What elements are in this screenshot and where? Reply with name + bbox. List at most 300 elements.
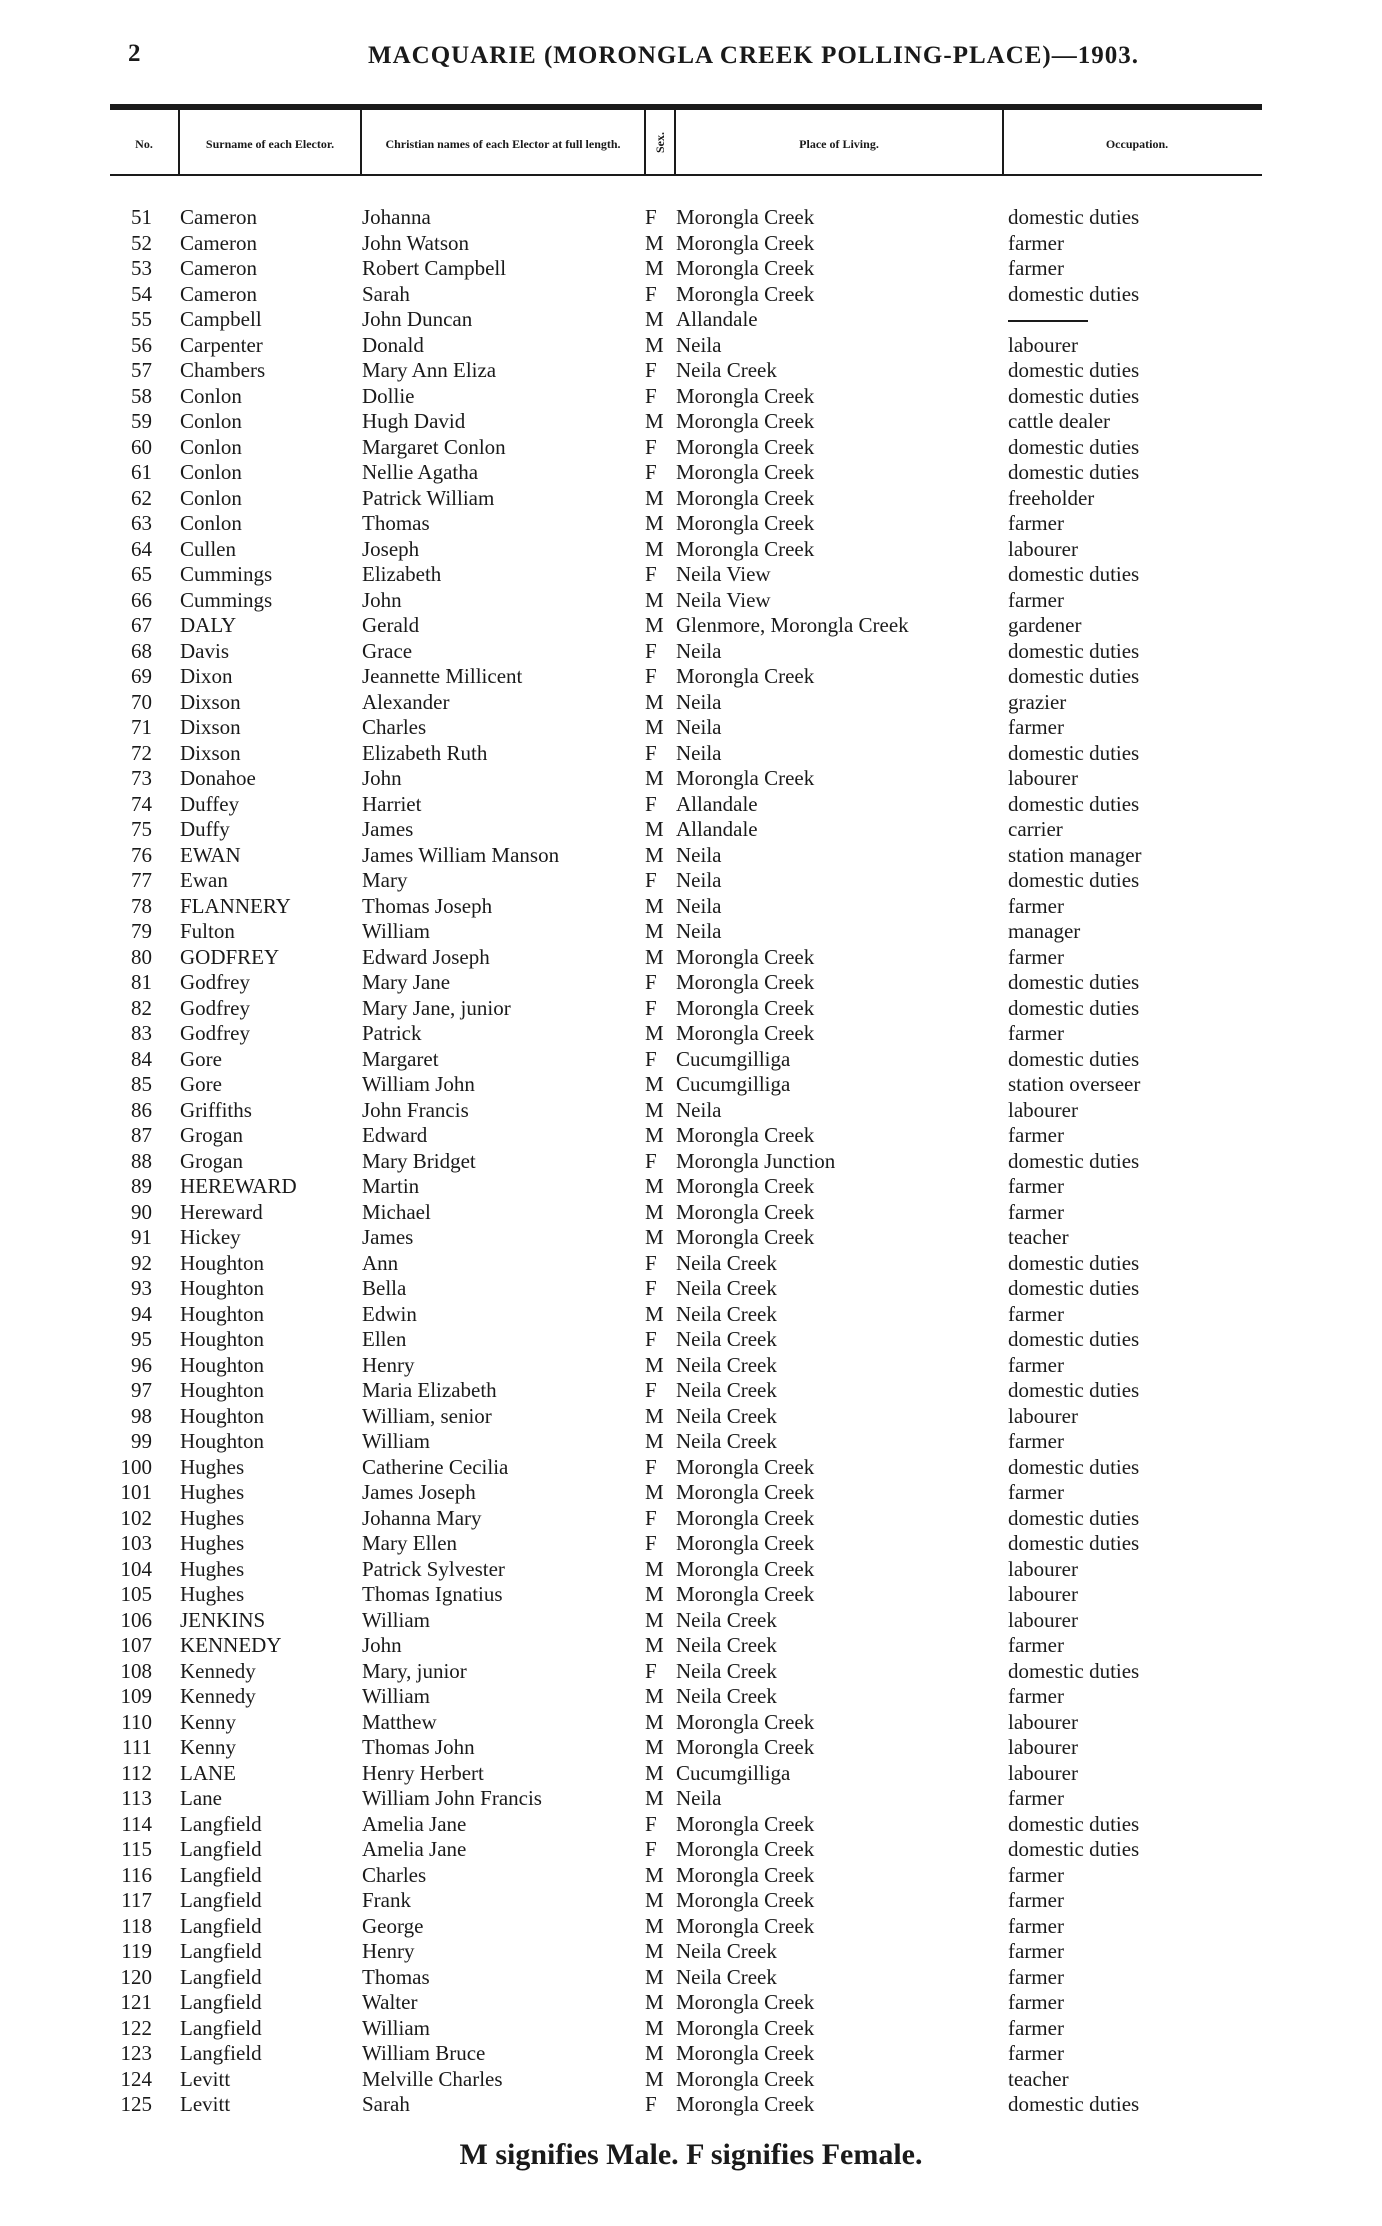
elector-surname: Dixson [180, 715, 241, 739]
elector-number: 97 [131, 1378, 152, 1402]
elector-christian-names: John Duncan [362, 307, 473, 331]
elector-occupation: teacher [1008, 1225, 1069, 1249]
elector-surname: Levitt [180, 2092, 231, 2116]
elector-christian-names: Johanna Mary [362, 1505, 482, 1530]
elector-christian-names: Elizabeth [362, 562, 442, 586]
elector-surname: EWAN [180, 842, 241, 867]
elector-surname: Cameron [180, 256, 257, 280]
elector-surname: Langfield [180, 1964, 262, 1989]
elector-number: 81 [131, 970, 152, 994]
elector-row [0, 1149, 1382, 1174]
elector-number: 75 [131, 817, 152, 841]
elector-place-of-living: Neila Creek [676, 1658, 777, 1683]
elector-surname: Langfield [180, 2041, 262, 2065]
elector-row [0, 409, 1382, 434]
elector-occupation: labourer [1008, 332, 1078, 357]
elector-place-of-living: Neila Creek [676, 1939, 777, 1963]
header-top-rule [110, 104, 1262, 110]
elector-place-of-living: Neila [676, 715, 722, 739]
elector-surname: Campbell [180, 307, 262, 331]
elector-christian-names: John [362, 766, 402, 790]
elector-sex: F [645, 1658, 657, 1683]
elector-surname: Langfield [180, 1811, 262, 1836]
elector-sex: M [645, 1735, 664, 1759]
elector-surname: Dixon [180, 664, 233, 688]
elector-row [0, 1404, 1382, 1429]
elector-row [0, 1174, 1382, 1199]
elector-place-of-living: Neila Creek [676, 1378, 777, 1402]
elector-surname: DALY [180, 613, 237, 637]
elector-number: 58 [131, 383, 152, 408]
elector-number: 65 [131, 562, 152, 586]
elector-surname: KENNEDY [180, 1633, 282, 1657]
elector-occupation: domestic duties [1008, 1148, 1140, 1173]
elector-place-of-living: Morongla Creek [676, 1199, 815, 1224]
elector-row [0, 843, 1382, 868]
header-no: No. [135, 136, 153, 151]
elector-row [0, 919, 1382, 944]
elector-christian-names: Thomas John [362, 1735, 475, 1759]
elector-occupation: labourer [1008, 1760, 1078, 1785]
elector-surname: Houghton [180, 1403, 264, 1428]
elector-number: 115 [121, 1837, 152, 1861]
elector-number: 116 [121, 1862, 152, 1887]
elector-row [0, 2067, 1382, 2092]
elector-sex: M [645, 842, 664, 867]
elector-number: 80 [131, 944, 152, 969]
elector-christian-names: John Francis [362, 1097, 469, 1122]
elector-number: 114 [121, 1811, 152, 1836]
elector-number: 82 [131, 995, 152, 1020]
elector-number: 69 [131, 664, 152, 688]
elector-sex: M [645, 485, 664, 510]
elector-sex: M [645, 1199, 664, 1224]
elector-christian-names: William [362, 919, 430, 943]
elector-row [0, 1761, 1382, 1786]
elector-place-of-living: Morongla Creek [676, 1225, 815, 1249]
elector-surname: Houghton [180, 1276, 264, 1300]
elector-sex: M [645, 511, 664, 535]
elector-christian-names: Michael [362, 1199, 431, 1224]
elector-number: 71 [131, 715, 152, 739]
elector-number: 61 [131, 460, 152, 484]
elector-christian-names: Amelia Jane [362, 1811, 467, 1836]
elector-occupation: farmer [1008, 944, 1064, 969]
elector-surname: Langfield [180, 2015, 262, 2040]
elector-row [0, 435, 1382, 460]
elector-row [0, 1608, 1382, 1633]
elector-surname: Hughes [180, 1556, 245, 1581]
elector-row [0, 1990, 1382, 2015]
elector-row [0, 1939, 1382, 1964]
elector-row [0, 2016, 1382, 2041]
elector-surname: Dixson [180, 740, 241, 765]
elector-occupation: domestic duties [1008, 460, 1140, 484]
elector-occupation: farmer [1008, 1199, 1064, 1224]
elector-christian-names: Thomas Ignatius [362, 1582, 503, 1606]
elector-surname: Langfield [180, 1888, 262, 1912]
elector-sex: M [645, 1225, 664, 1249]
elector-place-of-living: Neila [676, 638, 722, 663]
elector-occupation: farmer [1008, 893, 1064, 918]
elector-number: 63 [131, 511, 152, 535]
elector-place-of-living: Neila [676, 689, 722, 714]
elector-surname: Conlon [180, 383, 242, 408]
elector-number: 95 [131, 1327, 152, 1351]
elector-number: 88 [131, 1148, 152, 1173]
elector-sex: M [645, 1990, 664, 2014]
elector-row [0, 1735, 1382, 1760]
elector-place-of-living: Morongla Creek [676, 1709, 815, 1734]
elector-sex: M [645, 1888, 664, 1912]
elector-sex: F [645, 970, 657, 994]
elector-place-of-living: Morongla Creek [676, 1811, 815, 1836]
elector-christian-names: Gerald [362, 613, 420, 637]
elector-occupation: farmer [1008, 2015, 1064, 2040]
elector-surname: Houghton [180, 1352, 264, 1377]
elector-sex: F [645, 664, 657, 688]
elector-row [0, 1276, 1382, 1301]
elector-surname: Grogan [180, 1123, 243, 1147]
elector-surname: Gore [180, 1046, 222, 1071]
elector-number: 83 [131, 1021, 152, 1045]
elector-number: 91 [131, 1225, 152, 1249]
elector-number: 105 [120, 1582, 152, 1606]
elector-sex: M [645, 230, 664, 255]
elector-number: 51 [131, 205, 152, 229]
elector-christian-names: John Watson [362, 230, 470, 255]
elector-christian-names: Nellie Agatha [362, 460, 479, 484]
elector-place-of-living: Neila [676, 919, 722, 943]
elector-surname: Gore [180, 1072, 222, 1096]
elector-christian-names: William [362, 2015, 430, 2040]
elector-occupation: domestic duties [1008, 1531, 1140, 1555]
elector-place-of-living: Cucumgilliga [676, 1046, 791, 1071]
elector-number: 117 [121, 1888, 152, 1912]
elector-occupation: domestic duties [1008, 1250, 1140, 1275]
elector-christian-names: William [362, 1684, 430, 1708]
elector-occupation: domestic duties [1008, 995, 1140, 1020]
elector-occupation: farmer [1008, 1939, 1064, 1963]
elector-christian-names: Maria Elizabeth [362, 1378, 497, 1402]
elector-surname: Houghton [180, 1378, 264, 1402]
elector-surname: Conlon [180, 485, 242, 510]
elector-row [0, 1786, 1382, 1811]
elector-occupation: grazier [1008, 689, 1067, 714]
elector-place-of-living: Neila [676, 1097, 722, 1122]
elector-occupation: labourer [1008, 1556, 1078, 1581]
elector-occupation: domestic duties [1008, 638, 1140, 663]
elector-surname: Houghton [180, 1301, 264, 1326]
elector-surname: Conlon [180, 511, 242, 535]
column-divider [674, 110, 676, 176]
elector-surname: FLANNERY [180, 893, 291, 918]
elector-sex: F [645, 434, 657, 459]
elector-surname: Hughes [180, 1531, 245, 1555]
elector-sex: M [645, 536, 664, 561]
elector-row [0, 1812, 1382, 1837]
elector-christian-names: Mary Ellen [362, 1531, 458, 1555]
elector-surname: Griffiths [180, 1097, 252, 1122]
elector-number: 96 [131, 1352, 152, 1377]
elector-occupation: manager [1008, 919, 1081, 943]
elector-row [0, 1098, 1382, 1123]
elector-place-of-living: Neila Creek [676, 1327, 777, 1351]
elector-place-of-living: Morongla Creek [676, 409, 815, 433]
elector-place-of-living: Morongla Creek [676, 230, 815, 255]
elector-number: 102 [120, 1505, 152, 1530]
elector-row [0, 282, 1382, 307]
elector-number: 64 [131, 536, 152, 561]
elector-number: 85 [131, 1072, 152, 1096]
elector-place-of-living: Glenmore, Morongla Creek [676, 613, 909, 637]
elector-surname: Conlon [180, 460, 242, 484]
elector-row [0, 333, 1382, 358]
elector-christian-names: Sarah [362, 281, 410, 306]
elector-place-of-living: Morongla Creek [676, 1556, 815, 1581]
elector-place-of-living: Morongla Creek [676, 281, 815, 306]
elector-row [0, 537, 1382, 562]
elector-row [0, 205, 1382, 230]
elector-sex: F [645, 383, 657, 408]
elector-occupation: cattle dealer [1008, 409, 1111, 433]
elector-sex: F [645, 1148, 657, 1173]
elector-place-of-living: Morongla Creek [676, 664, 815, 688]
elector-christian-names: Mary [362, 868, 408, 892]
elector-surname: Dixson [180, 689, 241, 714]
elector-occupation: farmer [1008, 511, 1064, 535]
elector-number: 108 [120, 1658, 152, 1683]
elector-surname: Cummings [180, 562, 273, 586]
elector-occupation: domestic duties [1008, 740, 1140, 765]
elector-number: 62 [131, 485, 152, 510]
elector-place-of-living: Neila Creek [676, 1301, 777, 1326]
elector-place-of-living: Neila Creek [676, 1276, 777, 1300]
elector-row [0, 384, 1382, 409]
elector-number: 90 [131, 1199, 152, 1224]
elector-occupation: farmer [1008, 1633, 1064, 1657]
header-occupation: Occupation. [1105, 136, 1169, 151]
header-place-of-living: Place of Living. [799, 136, 879, 151]
elector-place-of-living: Morongla Creek [676, 1123, 815, 1147]
elector-number: 120 [120, 1964, 152, 1989]
elector-surname: Duffy [180, 817, 230, 841]
elector-surname: JENKINS [180, 1607, 266, 1632]
elector-christian-names: Bella [362, 1276, 407, 1300]
elector-row [0, 511, 1382, 536]
elector-row [0, 1021, 1382, 1046]
elector-sex: M [645, 817, 664, 841]
elector-christian-names: Mary, junior [362, 1658, 467, 1683]
elector-number: 118 [121, 1913, 152, 1938]
elector-surname: Cullen [180, 536, 236, 561]
column-divider [1002, 110, 1004, 176]
elector-occupation: farmer [1008, 1913, 1064, 1938]
elector-place-of-living: Neila Creek [676, 1607, 777, 1632]
elector-row [0, 1965, 1382, 1990]
elector-surname: Cummings [180, 587, 273, 612]
elector-place-of-living: Neila Creek [676, 1403, 777, 1428]
elector-sex: F [645, 1276, 657, 1300]
elector-place-of-living: Morongla Creek [676, 2066, 815, 2091]
elector-surname: Chambers [180, 358, 266, 382]
elector-number: 87 [131, 1123, 152, 1147]
elector-sex: F [645, 638, 657, 663]
elector-occupation: station overseer [1008, 1072, 1141, 1096]
elector-occupation: domestic duties [1008, 281, 1140, 306]
elector-surname: Langfield [180, 1862, 262, 1887]
elector-row [0, 256, 1382, 281]
elector-occupation: domestic duties [1008, 358, 1140, 382]
elector-occupation: freeholder [1008, 485, 1095, 510]
elector-occupation: domestic duties [1008, 2092, 1140, 2116]
elector-row [0, 1302, 1382, 1327]
elector-christian-names: James William Manson [362, 842, 560, 867]
page-number: 2 [128, 40, 141, 67]
elector-occupation: farmer [1008, 1990, 1064, 2014]
header-surname: Surname of each Elector. [205, 136, 335, 151]
elector-christian-names: Patrick Sylvester [362, 1556, 505, 1581]
elector-christian-names: Ann [362, 1250, 399, 1275]
elector-christian-names: William, senior [362, 1403, 492, 1428]
elector-christian-names: Alexander [362, 689, 450, 714]
elector-row [0, 1659, 1382, 1684]
elector-surname: Cameron [180, 230, 257, 255]
elector-sex: M [645, 1174, 664, 1198]
elector-surname: Duffey [180, 791, 240, 816]
elector-place-of-living: Morongla Junction [676, 1148, 836, 1173]
elector-christian-names: Joseph [362, 536, 420, 561]
elector-occupation: farmer [1008, 1021, 1064, 1045]
elector-christian-names: Patrick William [362, 485, 495, 510]
column-divider [360, 110, 362, 176]
elector-sex: M [645, 1684, 664, 1708]
elector-number: 125 [120, 2092, 152, 2116]
elector-row [0, 1225, 1382, 1250]
elector-row [0, 1123, 1382, 1148]
elector-occupation: farmer [1008, 1786, 1064, 1810]
elector-surname: Conlon [180, 409, 242, 433]
elector-christian-names: William [362, 1429, 430, 1453]
elector-surname: HEREWARD [180, 1174, 297, 1198]
elector-surname: Ewan [180, 868, 228, 892]
elector-christian-names: Edwin [362, 1301, 417, 1326]
elector-place-of-living: Neila [676, 868, 722, 892]
elector-row [0, 1710, 1382, 1735]
elector-christian-names: Thomas [362, 1964, 430, 1989]
elector-number: 73 [131, 766, 152, 790]
elector-row [0, 1582, 1382, 1607]
elector-christian-names: Walter [362, 1990, 418, 2014]
elector-number: 55 [131, 307, 152, 331]
elector-christian-names: Jeannette Millicent [362, 664, 523, 688]
elector-occupation: farmer [1008, 256, 1064, 280]
elector-number: 78 [131, 893, 152, 918]
elector-christian-names: Charles [362, 715, 427, 739]
page-title: MACQUARIE (MORONGLA CREEK POLLING-PLACE)—1903. [368, 42, 1140, 69]
elector-number: 54 [131, 281, 152, 306]
elector-occupation: domestic duties [1008, 1505, 1140, 1530]
elector-sex: F [645, 1531, 657, 1555]
elector-occupation: farmer [1008, 1480, 1064, 1504]
elector-occupation: farmer [1008, 1684, 1064, 1708]
elector-surname: Langfield [180, 1939, 262, 1963]
elector-place-of-living: Neila View [676, 562, 771, 586]
header-christian-names: Christian names of each Elector at full length. [385, 136, 621, 151]
elector-sex: M [645, 1633, 664, 1657]
elector-sex: M [645, 1862, 664, 1887]
elector-row [0, 1684, 1382, 1709]
elector-place-of-living: Morongla Creek [676, 1862, 815, 1887]
elector-sex: F [645, 358, 657, 382]
elector-number: 68 [131, 638, 152, 663]
elector-row [0, 1633, 1382, 1658]
elector-surname: Godfrey [180, 970, 250, 994]
elector-sex: F [645, 281, 657, 306]
elector-surname: Lane [180, 1786, 222, 1810]
elector-row [0, 894, 1382, 919]
elector-sex: M [645, 1913, 664, 1938]
elector-number: 94 [131, 1301, 152, 1326]
elector-occupation: farmer [1008, 1964, 1064, 1989]
elector-sex: M [645, 1072, 664, 1096]
elector-surname: Conlon [180, 434, 242, 459]
elector-surname: Fulton [180, 919, 235, 943]
elector-row [0, 766, 1382, 791]
elector-surname: LANE [180, 1760, 236, 1785]
elector-occupation: domestic duties [1008, 868, 1140, 892]
elector-occupation: domestic duties [1008, 970, 1140, 994]
elector-christian-names: John [362, 587, 402, 612]
column-divider [178, 110, 180, 176]
elector-christian-names: James Joseph [362, 1480, 476, 1504]
elector-number: 76 [131, 842, 152, 867]
elector-christian-names: Dollie [362, 383, 415, 408]
elector-row [0, 1557, 1382, 1582]
elector-occupation [1008, 307, 1088, 332]
elector-surname: Houghton [180, 1327, 264, 1351]
elector-sex: M [645, 1556, 664, 1581]
elector-surname: Godfrey [180, 1021, 250, 1045]
elector-place-of-living: Morongla Creek [676, 1888, 815, 1912]
elector-number: 111 [122, 1735, 152, 1759]
elector-place-of-living: Morongla Creek [676, 1837, 815, 1861]
elector-christian-names: William John Francis [362, 1786, 542, 1810]
elector-row [0, 231, 1382, 256]
elector-occupation: domestic duties [1008, 791, 1140, 816]
elector-row [0, 970, 1382, 995]
elector-christian-names: William John [362, 1072, 475, 1096]
elector-sex: M [645, 587, 664, 612]
elector-number: 66 [131, 587, 152, 612]
elector-place-of-living: Neila Creek [676, 1964, 777, 1989]
elector-occupation: farmer [1008, 1301, 1064, 1326]
elector-number: 104 [120, 1556, 152, 1581]
elector-occupation: labourer [1008, 536, 1078, 561]
elector-christian-names: Harriet [362, 791, 422, 816]
elector-place-of-living: Morongla Creek [676, 205, 815, 229]
elector-christian-names: Mary Jane [362, 970, 451, 994]
elector-occupation: gardener [1008, 613, 1082, 637]
elector-place-of-living: Morongla Creek [676, 256, 815, 280]
elector-number: 121 [120, 1990, 152, 2014]
elector-number: 70 [131, 689, 152, 714]
elector-occupation: domestic duties [1008, 1454, 1140, 1479]
elector-christian-names: Frank [362, 1888, 411, 1912]
elector-place-of-living: Morongla Creek [676, 1531, 815, 1555]
elector-surname: Cameron [180, 281, 257, 306]
elector-occupation: labourer [1008, 1607, 1078, 1632]
